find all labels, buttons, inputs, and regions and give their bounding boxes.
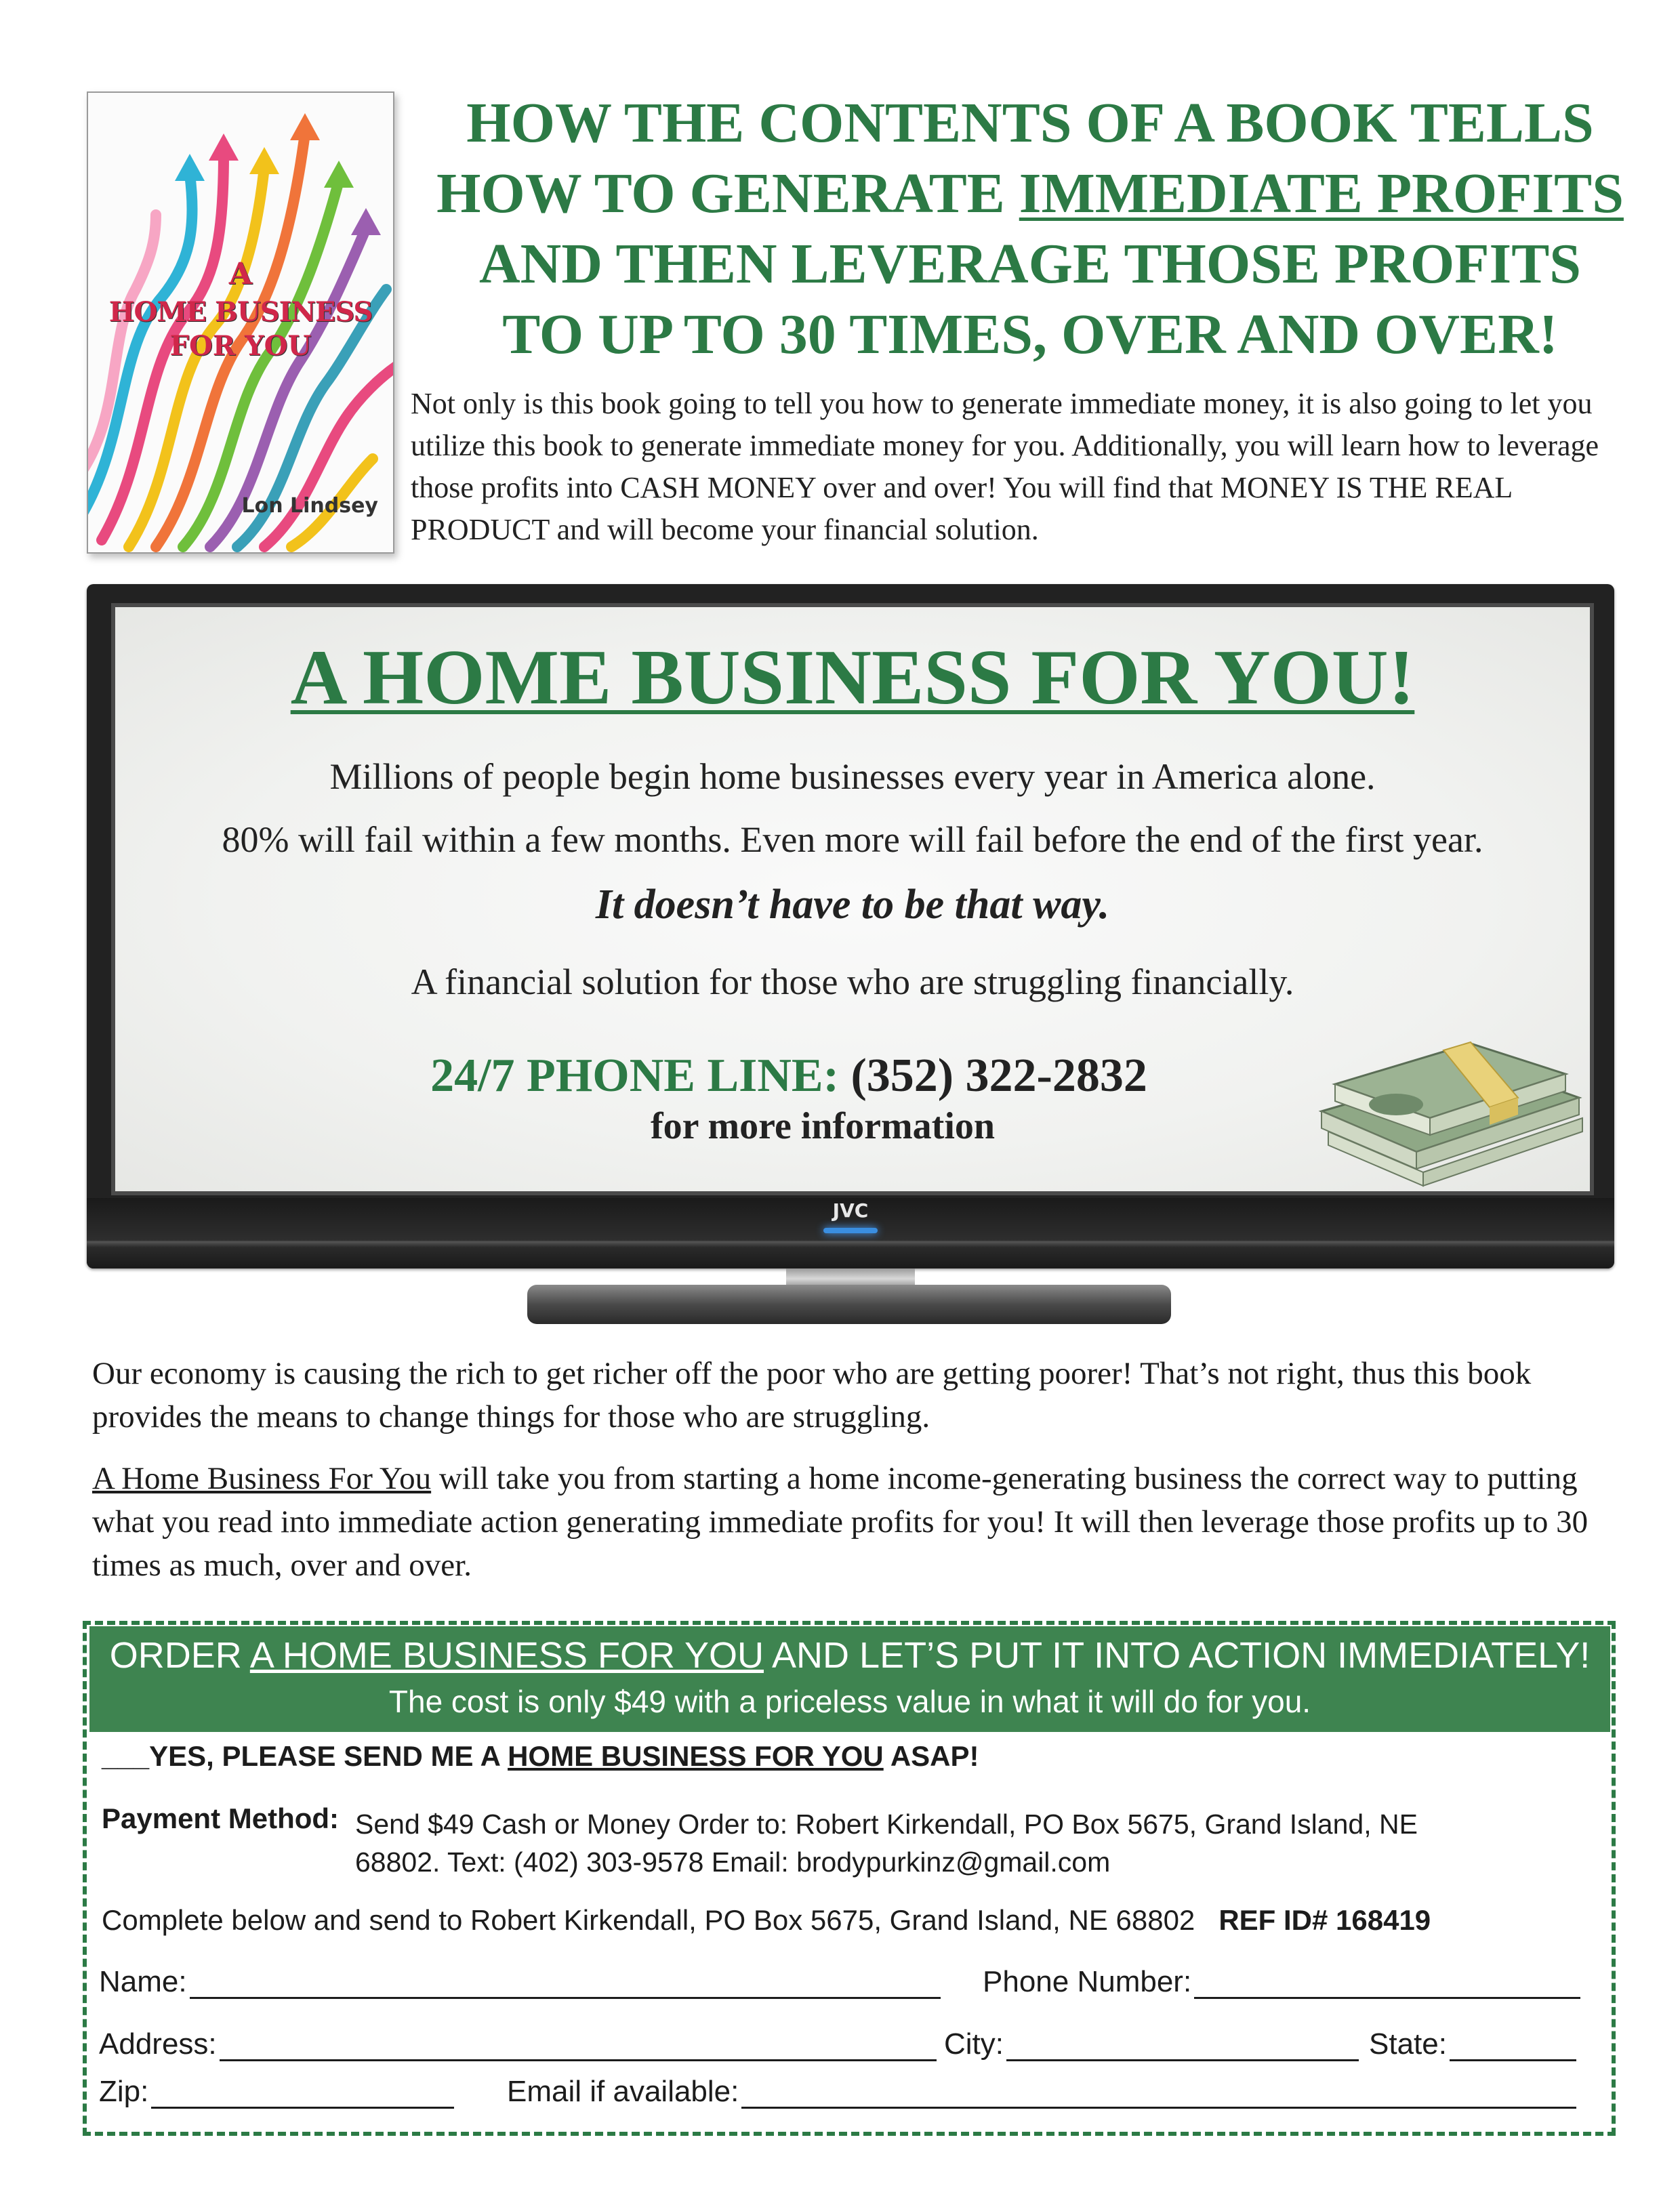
state-field[interactable] [1369, 2027, 1576, 2061]
headline-line1: HOW THE CONTENTS OF A BOOK TELLS [466, 91, 1594, 154]
payment-method-text [355, 1805, 1548, 1881]
complete-instructions [102, 1904, 1633, 1937]
zip-field[interactable] [99, 2075, 454, 2109]
order-header-book-title: A HOME BUSINESS FOR YOU [249, 1635, 764, 1676]
payment-line-1: Send $49 Cash or Money Order to: Robert Kirkendall, PO Box 5675, Grand Island, NE [355, 1809, 1418, 1840]
cover-title-a: A [228, 257, 253, 291]
body-paragraph-2 [92, 1457, 1624, 1587]
tv-power-led [823, 1228, 878, 1233]
tv-stand-base [527, 1285, 1171, 1324]
address-label: Address: [99, 2027, 217, 2061]
yes-checkbox-line[interactable] [102, 1740, 1322, 1773]
phone-label: 24/7 PHONE LINE: [430, 1050, 839, 1102]
yes-post: ASAP! [883, 1740, 979, 1772]
tv-line1: Millions of people begin home businesses every year in America alone. [329, 756, 1376, 797]
phone-blank[interactable] [1194, 1967, 1580, 1999]
name-blank[interactable] [190, 1967, 941, 1999]
phone-field[interactable] [983, 1965, 1580, 1999]
headline-line3: AND THEN LEVERAGE THOSE PROFITS [479, 232, 1581, 295]
order-header-pre: ORDER [109, 1635, 250, 1676]
city-field[interactable] [944, 2027, 1359, 2061]
email-blank[interactable] [741, 2077, 1576, 2109]
tv-tagline: It doesn’t have to be that way. [595, 882, 1110, 928]
complete-text: Complete below and send to Robert Kirkendall, PO Box 5675, Grand Island, NE 68802 [102, 1904, 1195, 1936]
city-blank[interactable] [1006, 2029, 1359, 2061]
book-cover-image [87, 91, 394, 554]
cover-title-line3: FOR YOU [169, 330, 312, 362]
tv-brand-logo: JVC [832, 1199, 869, 1222]
body-paragraph-1: Our economy is causing the rich to get richer off the poor who are getting poorer! That’s not right, thus this book provides the means to change things for those who are struggling. [92, 1356, 1532, 1434]
tv-phone-line [111, 1049, 1467, 1103]
email-field[interactable] [507, 2075, 1576, 2109]
body-paragraph-2-rest: will take you from starting a home income-generating business the correct way to putting what you read into immediate action generating immediate profits for you! It will then leverage those profits up to 30 times as much, over and over. [92, 1461, 1589, 1583]
tv-line2: 80% will fail within a few months. Even more will fail before the end of the first year. [222, 819, 1483, 860]
order-header-post: AND LET’S PUT IT INTO ACTION IMMEDIATELY! [764, 1635, 1591, 1676]
cover-author: Lon Lindsey [241, 494, 378, 518]
name-label: Name: [99, 1965, 187, 1998]
city-label: City: [944, 2027, 1004, 2061]
money-stack-icon [1315, 1023, 1586, 1189]
headline-line4: TO UP TO 30 TIMES, OVER AND OVER! [502, 303, 1558, 366]
yes-book-title: HOME BUSINESS FOR YOU [508, 1740, 884, 1772]
email-label: Email if available: [507, 2075, 739, 2108]
cover-title-line2: HOME BUSINESS [108, 296, 373, 328]
phone-number: (352) 322-2832 [851, 1050, 1147, 1102]
address-blank[interactable] [220, 2029, 937, 2061]
address-field[interactable] [99, 2027, 937, 2061]
book-title-link: A Home Business For You [92, 1461, 432, 1496]
tv-title [111, 634, 1594, 722]
tv-title-text: A HOME BUSINESS FOR YOU! [290, 634, 1415, 721]
tv-line4: A financial solution for those who are struggling financially. [411, 962, 1294, 1002]
name-field[interactable] [99, 1965, 941, 1999]
tv-more-info: for more information [650, 1105, 996, 1147]
order-header-title [89, 1633, 1610, 1678]
yes-pre: ___YES, PLEASE SEND ME A [102, 1740, 508, 1772]
headline-line2-pre: HOW TO GENERATE [436, 162, 1019, 225]
intro-paragraph: Not only is this book going to tell you how to generate immediate money, it is also going to let you utilize this book to generate immediate money for you. Additionally, you will learn how to leverage those profits into CASH MONEY over and over! You will find that MONEY IS THE REAL PRODUCT and will become your financial solution. [411, 387, 1599, 546]
headline-line2-underlined: IMMEDIATE PROFITS [1019, 162, 1624, 225]
ref-id: REF ID# 168419 [1218, 1904, 1431, 1936]
phone-number-label: Phone Number: [983, 1965, 1192, 1998]
order-subheader: The cost is only $49 with a priceless value in what it will do for you. [388, 1684, 1311, 1719]
zip-blank[interactable] [151, 2077, 454, 2109]
headline-line2 [413, 159, 1647, 229]
zip-label: Zip: [99, 2075, 149, 2108]
payment-line-2: 68802. Text: (402) 303-9578 Email: brodypurkinz@gmail.com [355, 1846, 1111, 1878]
state-label: State: [1369, 2027, 1447, 2061]
state-blank[interactable] [1450, 2029, 1576, 2061]
page-headline [413, 88, 1647, 370]
payment-method-label: Payment Method: [102, 1802, 340, 1834]
